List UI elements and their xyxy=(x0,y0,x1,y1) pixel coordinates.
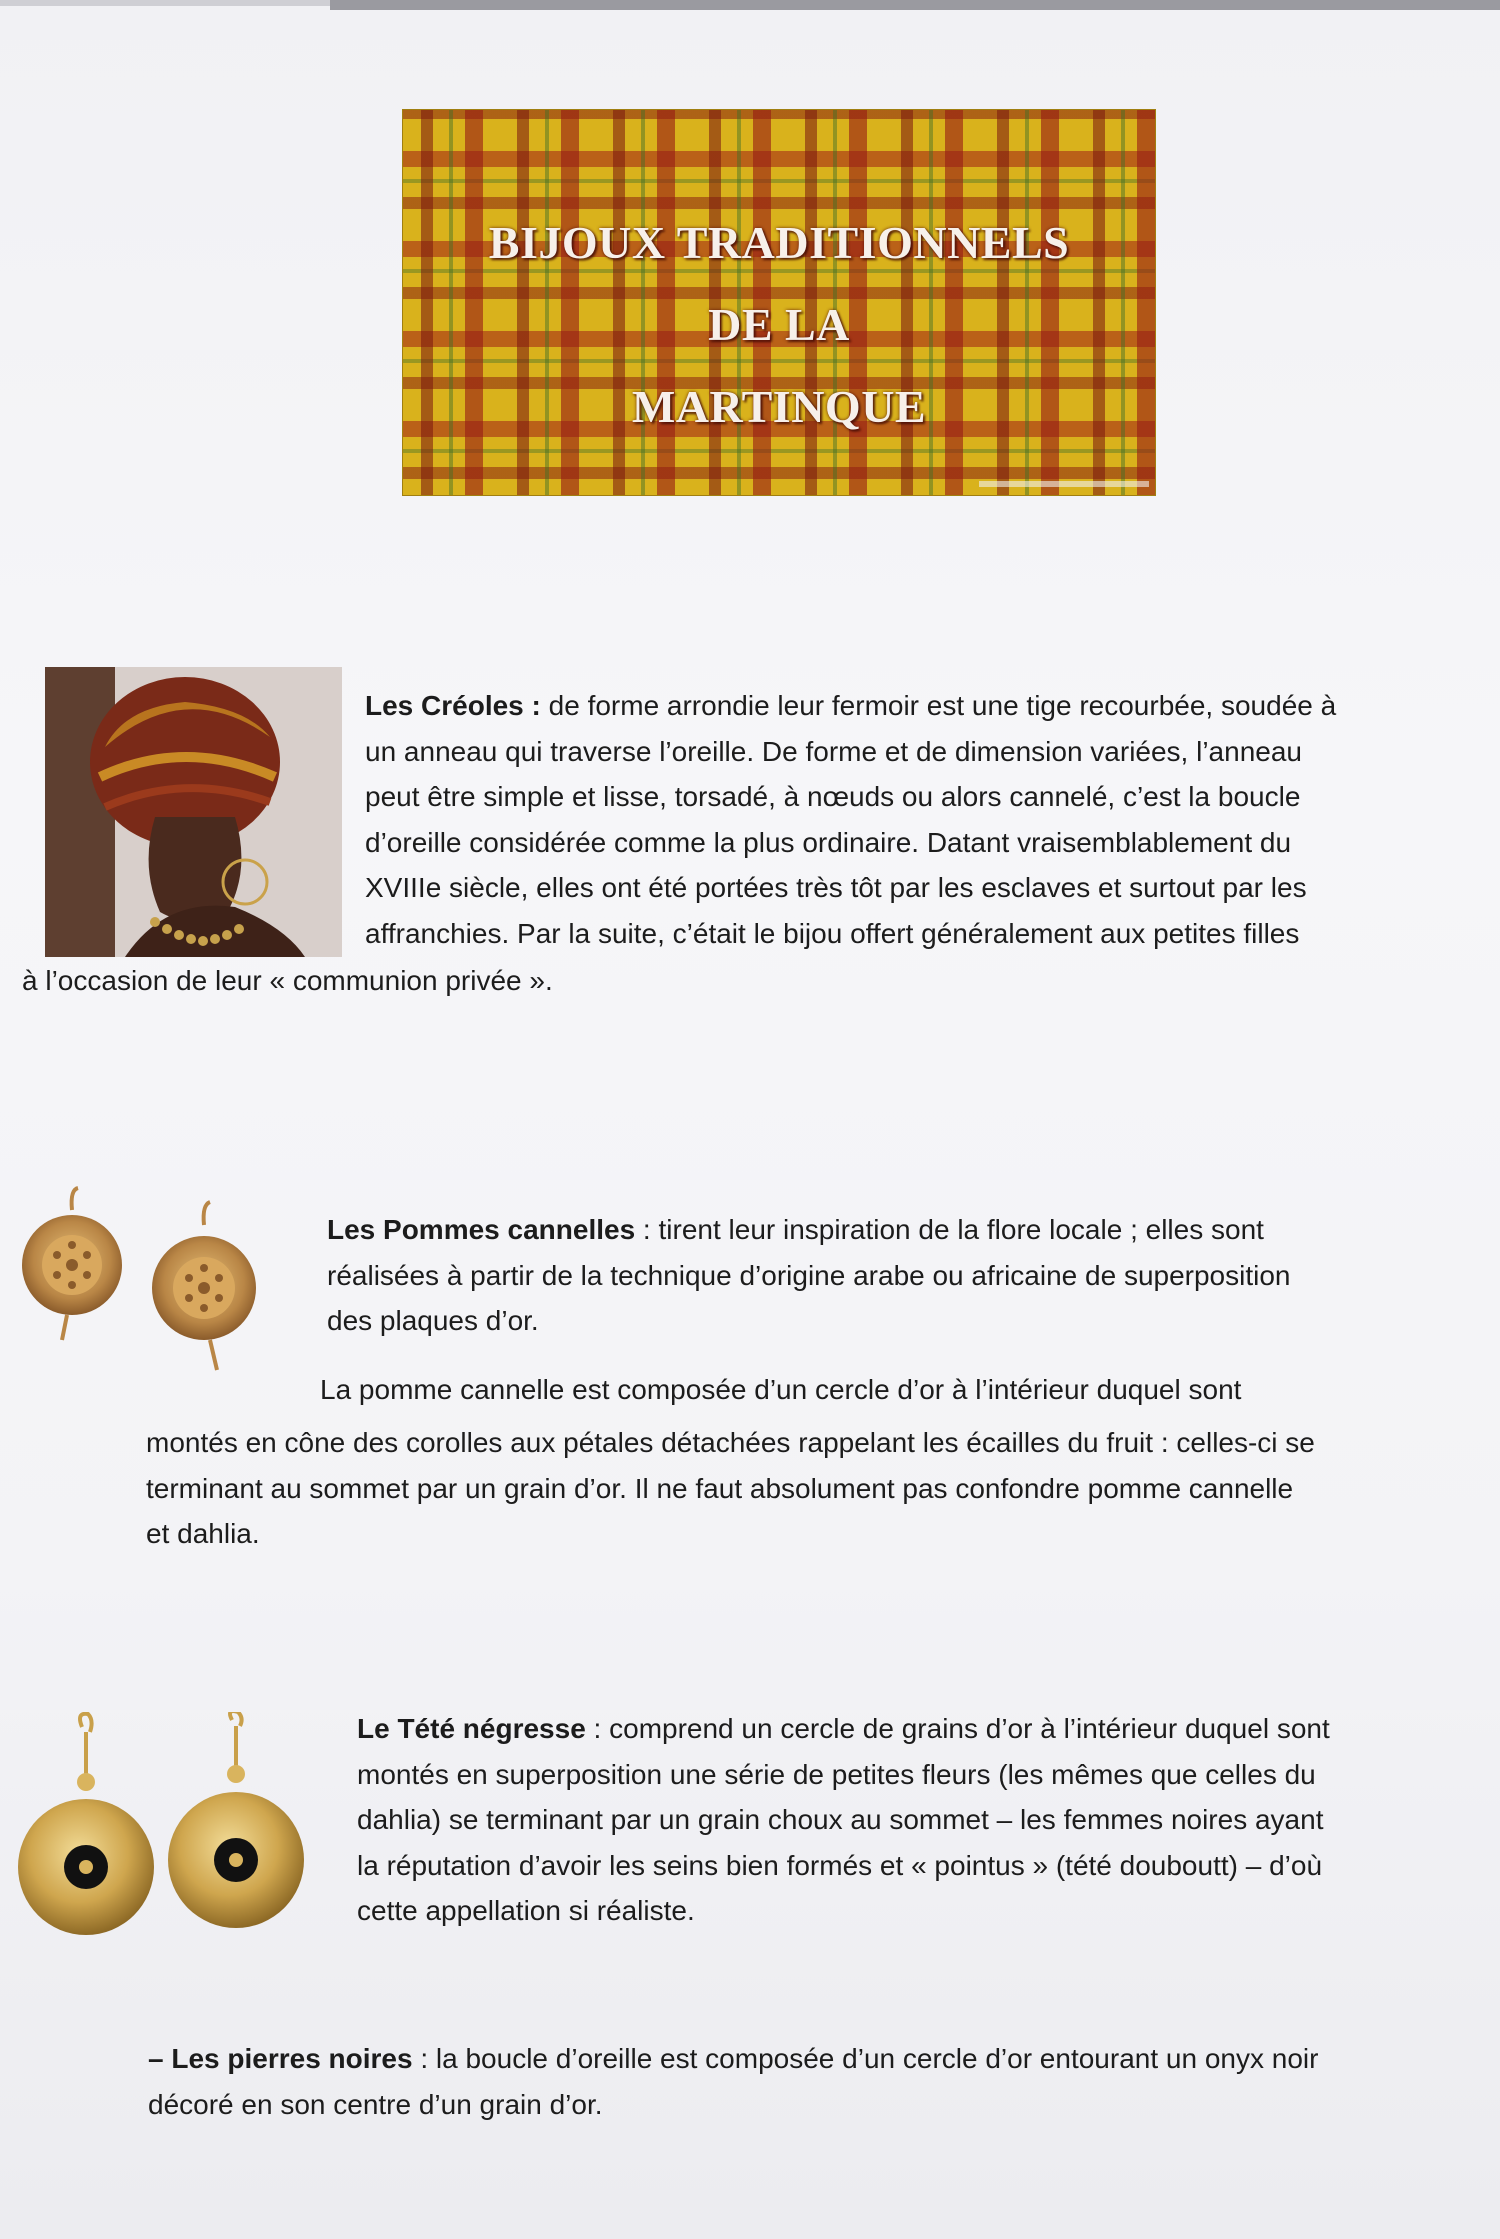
creoles-line6: affranchies. Par la suite, c’était le bijou offert généralement aux petites filles xyxy=(365,917,1300,949)
background-strip xyxy=(330,0,1500,10)
pierres-title: – Les pierres noires xyxy=(148,2043,413,2074)
banner-title xyxy=(403,202,1155,448)
pommes-p2-line1: La pomme cannelle est composée d’un cercle d’or à l’intérieur duquel sont xyxy=(320,1374,1242,1405)
banner-title-line1: BIJOUX TRADITIONNELS xyxy=(488,217,1070,268)
paper-edge xyxy=(0,0,330,6)
tete-paragraph xyxy=(357,1706,1450,1934)
pommes-line1: : tirent leur inspiration de la flore locale ; elles sont xyxy=(635,1214,1264,1245)
tete-title: Le Tété négresse xyxy=(357,1713,586,1744)
creoles-title: Les Créoles : xyxy=(365,690,541,721)
pommes-paragraph xyxy=(327,1207,1427,1344)
creoles-line4: d’oreille considérée comme la plus ordinaire. Datant vraisemblablement du xyxy=(365,826,1292,858)
creoles-line5: XVIIIe siècle, elles ont été portées très tôt par les esclaves et surtout par les xyxy=(365,872,1307,903)
title-banner xyxy=(403,110,1155,495)
creoles-line3: peut être simple et lisse, torsadé, à nœuds ou alors cannelé, c’est la boucle xyxy=(365,781,1301,812)
tete-negresse-earrings-photo xyxy=(10,1712,310,1947)
pommes-paragraph-2 xyxy=(320,1367,1435,1413)
pierres-line1: : la boucle d’oreille est composée d’un cercle d’or entourant un onyx noir xyxy=(412,2043,1319,2074)
tete-line5: cette appellation si réaliste. xyxy=(357,1895,695,1926)
tete-line3: dahlia) se terminant par un grain choux au sommet – les femmes noires ayant xyxy=(357,1804,1324,1835)
pommes-line2: réalisées à partir de la technique d’origine arabe ou africaine de superposition xyxy=(327,1259,1291,1291)
creoles-line7: à l’occasion de leur « communion privée ». xyxy=(22,965,553,996)
tete-line4: la réputation d’avoir les seins bien formés et « pointus » (tété douboutt) – d’où xyxy=(357,1849,1323,1881)
pommes-line3: des plaques d’or. xyxy=(327,1305,539,1336)
pomme-cannelle-earrings-photo xyxy=(12,1180,272,1380)
tete-line1: : comprend un cercle de grains d’or à l’intérieur duquel sont xyxy=(585,1713,1330,1744)
pommes-paragraph-2-cont xyxy=(146,1420,1436,1557)
pommes-p2-line2: montés en cône des corolles aux pétales détachées rappelant les écailles du fruit : celles-ci se xyxy=(146,1427,1315,1458)
image-credit-mark xyxy=(979,481,1149,487)
pierres-line2: décoré en son centre d’un grain d’or. xyxy=(148,2088,603,2120)
creole-woman-photo xyxy=(45,667,342,957)
pommes-title: Les Pommes cannelles xyxy=(327,1214,636,1245)
creoles-last-line xyxy=(22,958,1222,1004)
banner-title-line2: DE LA xyxy=(708,299,850,350)
creoles-line2: un anneau qui traverse l’oreille. De forme et de dimension variées, l’anneau xyxy=(365,735,1302,767)
pommes-p2-line3: terminant au sommet par un grain d’or. Il ne faut absolument pas confondre pomme cannelle xyxy=(146,1472,1294,1504)
tete-line2: montés en superposition une série de petites fleurs (les mêmes que celles du xyxy=(357,1758,1316,1790)
banner-title-line3: MARTINQUE xyxy=(631,381,927,432)
creoles-paragraph xyxy=(365,683,1417,956)
pierres-paragraph xyxy=(148,2036,1458,2127)
pommes-p2-line4: et dahlia. xyxy=(146,1518,260,1549)
creoles-line1: de forme arrondie leur fermoir est une tige recourbée, soudée à xyxy=(540,690,1337,721)
